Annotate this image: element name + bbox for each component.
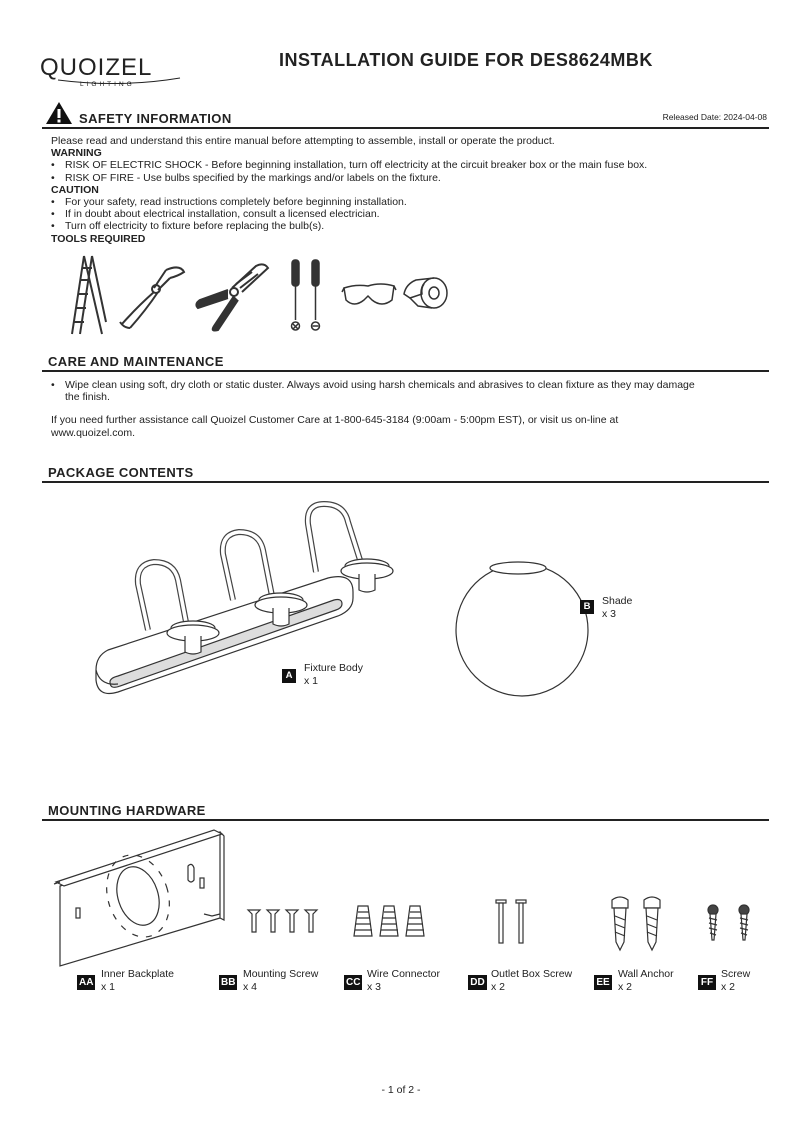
wall-anchor-label [618,968,674,993]
care-line-2: the finish. [65,391,110,404]
safety-rule [42,127,769,129]
assist-line-1: If you need further assistance call Quoizel Customer Care at 1-800-645-3184 (9:00am - 5:00pm EST), or visit us on-line at [51,414,619,427]
warning-item: • RISK OF FIRE - Use bulbs specified by the markings and/or labels on the fixture. [51,172,771,184]
inner-backplate-illustration [54,828,224,968]
screw-illustration [704,904,754,942]
wall-anchor-qty: x 2 [618,980,633,993]
care-line-1: Wipe clean using soft, dry cloth or static duster. Always avoid using harsh chemicals and abrasives to clean fixture as they may damage [65,379,695,391]
screwdrivers-icon [288,258,324,334]
page-title: INSTALLATION GUIDE FOR DES8624MBK [279,50,653,70]
mounting-screw-qty: x 4 [243,980,258,993]
mounting-screw-illustration [246,908,322,934]
wire-connector-label [367,968,440,993]
safety-intro: Please read and understand this entire manual before attempting to assemble, install or operate the product. [51,135,555,147]
caution-item: • If in doubt about electrical installation, consult a licensed electrician. [51,208,771,220]
wire-connector-illustration [352,904,428,938]
mounting-screw-label [243,968,318,993]
inner-backplate-qty: x 1 [101,980,116,993]
badge-b: B [580,600,594,614]
fixture-body-label [304,662,363,687]
assist-line-2: www.quoizel.com. [51,426,136,439]
care-heading: CARE AND MAINTENANCE [48,354,224,369]
warning-triangle-icon [45,101,73,125]
fixture-body-qty: x 1 [304,674,319,687]
inner-backplate-name: Inner Backplate [101,968,174,980]
screw-name: Screw [721,968,751,980]
wire-connector-name: Wire Connector [367,968,440,980]
inner-backplate-label [101,968,174,993]
badge-aa: AA [79,977,94,988]
fixture-body-name: Fixture Body [304,662,363,674]
package-rule [42,481,769,483]
safety-heading: SAFETY INFORMATION [79,111,232,126]
hardware-rule [42,819,769,821]
badge-cc: CC [346,977,361,988]
warning-heading: WARNING [51,147,102,160]
logo-swoosh-icon [40,54,190,84]
shade-label [602,595,632,620]
badge-bb: BB [221,977,236,988]
badge-ff: FF [698,975,716,990]
brand-name: QUOIZEL [40,54,153,81]
outlet-box-screw-illustration [494,898,530,944]
mounting-screw-name: Mounting Screw [243,968,319,980]
outlet-box-screw-name: Outlet Box Screw [491,968,573,980]
caution-heading: CAUTION [51,183,99,196]
hardware-heading: MOUNTING HARDWARE [48,803,206,818]
customer-care [51,414,771,438]
released-date: Released Date: 2024-04-08 [662,112,767,122]
badge-ee: EE [594,975,612,990]
tools-heading: TOOLS REQUIRED [51,232,146,245]
package-heading: PACKAGE CONTENTS [48,465,194,480]
electrical-tape-icon [402,276,450,310]
page-number: - 1 of 2 - [381,1084,421,1096]
care-rule [42,370,769,372]
screw-label [721,968,750,993]
brand-logo [40,54,190,94]
caution-item: • Turn off electricity to fixture before replacing the bulb(s). [51,220,771,232]
safety-text [51,135,771,245]
wall-anchor-illustration [608,894,664,952]
wall-anchor-name: Wall Anchor [618,968,674,980]
shade-qty: x 3 [602,607,617,620]
ladder-icon [58,252,108,336]
warning-item: • RISK OF ELECTRIC SHOCK - Before beginning installation, turn off electricity at the circuit breaker box or the main fuse box. [51,159,771,171]
screw-qty: x 2 [721,980,736,993]
wire-connector-qty: x 3 [367,980,382,993]
wire-stripper-icon [192,260,272,332]
care-item [51,379,771,403]
brand-sub: LIGHTING [80,81,135,88]
shade-name: Shade [602,595,633,607]
care-text [51,379,771,439]
shade-illustration [454,558,594,698]
outlet-box-screw-label [491,968,572,993]
outlet-box-screw-qty: x 2 [491,980,506,993]
pliers-icon [118,262,188,332]
caution-item: • For your safety, read instructions completely before beginning installation. [51,196,771,208]
badge-a: A [282,669,296,683]
badge-dd: DD [468,975,487,990]
safety-glasses-icon [342,280,396,310]
